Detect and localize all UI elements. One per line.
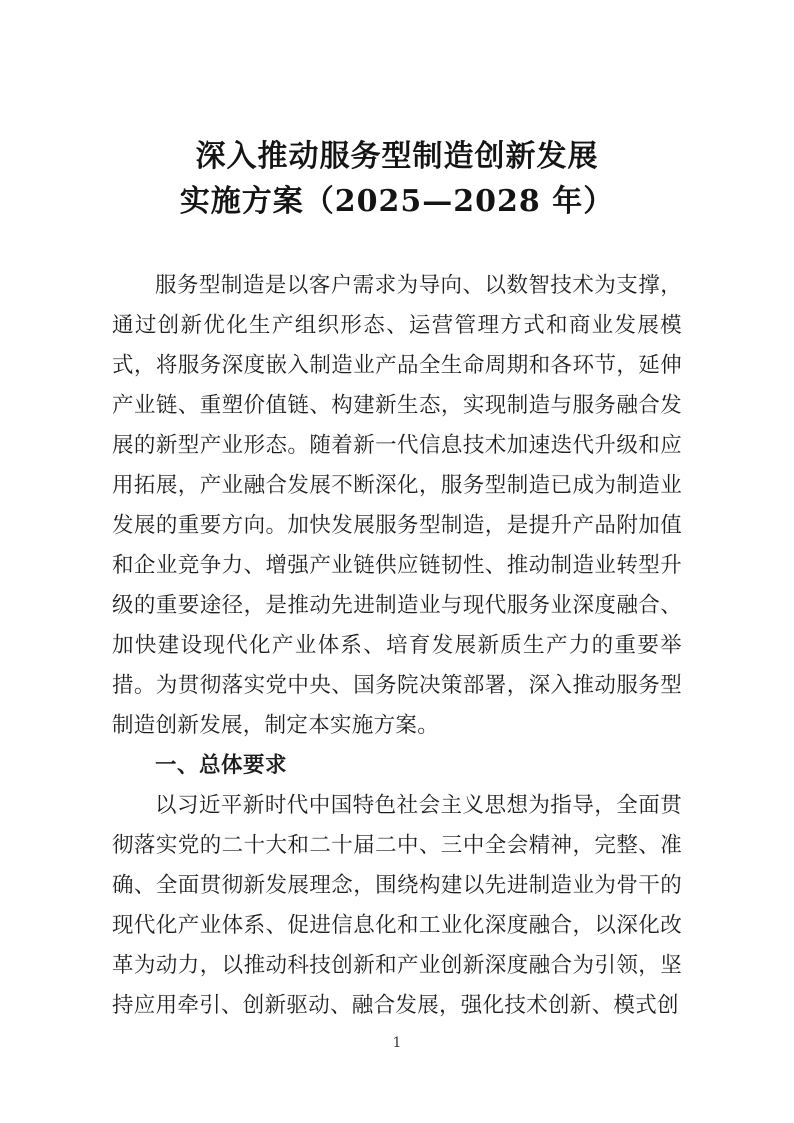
document-body bbox=[112, 266, 682, 1026]
document-title-line-1: 深入推动服务型制造创新发展 bbox=[195, 139, 599, 174]
intro-paragraph: 服务型制造是以客户需求为导向、以数智技术为支撑，通过创新优化生产组织形态、运营管理方式和商业发展模式，将服务深度嵌入制造业产品全生命周期和各环节，延伸产业链、重塑价值链、构建新生态，实现制造与服务融合发展的新型产业形态。随着新一代信息技术加速迭代升级和应用拓展，产业融合发展不断深化，服务型制造已成为制造业发展的重要方向。加快发展服务型制造，是提升产品附加值和企业竞争力、增强产业链供应链韧性、推动制造业转型升级的重要途径，是推动先进制造业与现代服务业深度融合、加快建设现代化产业体系、培育发展新质生产力的重要举措。为贯彻落实党中央、国务院决策部署，深入推动服务型制造创新发展，制定本实施方案。 bbox=[112, 273, 682, 738]
section-1-heading: 一、总体要求 bbox=[155, 753, 288, 778]
page-footer bbox=[0, 1033, 794, 1053]
document-title bbox=[0, 134, 794, 224]
page-number: 1 bbox=[392, 1035, 402, 1051]
section-1-paragraph: 以习近平新时代中国特色社会主义思想为指导，全面贯彻落实党的二十大和二十届二中、三中全会精神，完整、准确、全面贯彻新发展理念，围绕构建以先进制造业为骨干的现代化产业体系、促进信息化和工业化深度融合，以深化改革为动力，以推动科技创新和产业创新深度融合为引领，坚持应用牵引、创新驱动、融合发展，强化技术创新、模式创 bbox=[112, 793, 682, 1018]
document-title-line-2: 实施方案（2025—2028 年） bbox=[179, 184, 615, 219]
